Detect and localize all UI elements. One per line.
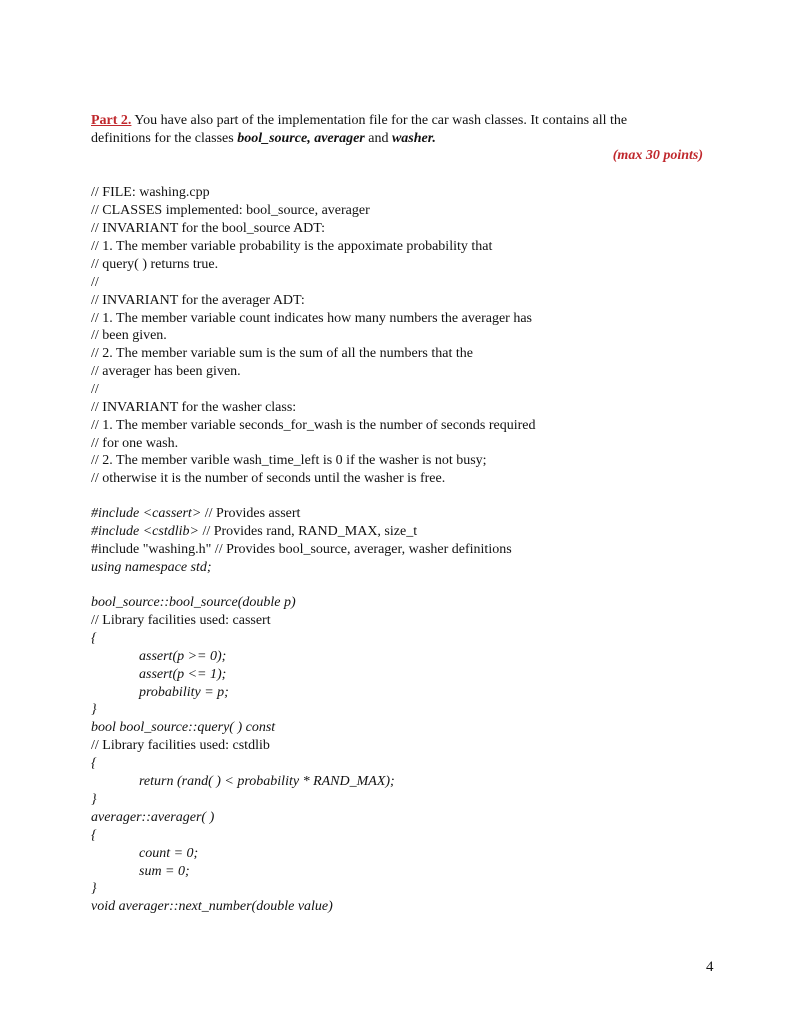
return-line: return (rand( ) < probability * RAND_MAX); bbox=[139, 774, 395, 789]
probability-assign: probability = p; bbox=[139, 685, 229, 700]
close-brace: } bbox=[91, 881, 97, 896]
ctor-comment: // Library facilities used: cassert bbox=[91, 613, 271, 628]
comment-line: // bbox=[91, 382, 99, 397]
sum-assign: sum = 0; bbox=[139, 864, 190, 879]
comment-line: // 1. The member variable seconds_for_wash is the number of seconds required bbox=[91, 418, 536, 433]
comment-line: // INVARIANT for the washer class: bbox=[91, 400, 297, 415]
count-assign: count = 0; bbox=[139, 846, 199, 861]
part-label: Part 2. bbox=[91, 113, 132, 128]
comment-line: // query( ) returns true. bbox=[91, 257, 219, 272]
intro-text-b: definitions for the classes bbox=[91, 131, 238, 146]
averager-signature: averager::averager( ) bbox=[91, 810, 215, 825]
intro-and: and bbox=[364, 131, 392, 146]
comment-line: // FILE: washing.cpp bbox=[91, 185, 210, 200]
using-namespace: using namespace std; bbox=[91, 560, 212, 575]
comment-line: // otherwise it is the number of seconds until the washer is free. bbox=[91, 471, 446, 486]
comment-line: // been given. bbox=[91, 328, 167, 343]
intro-washer: washer. bbox=[391, 131, 436, 146]
comment-line: // 2. The member varible wash_time_left is 0 if the washer is not busy; bbox=[91, 453, 487, 468]
include-code: #include <cassert> bbox=[91, 506, 202, 521]
comment-line: // CLASSES implemented: bool_source, averager bbox=[91, 203, 370, 218]
comment-line: // for one wash. bbox=[91, 436, 179, 451]
include-comment: // Provides rand, RAND_MAX, size_t bbox=[198, 524, 418, 539]
max-points: (max 30 points) bbox=[612, 148, 703, 163]
close-brace: } bbox=[91, 792, 97, 807]
assert-line: assert(p <= 1); bbox=[139, 667, 227, 682]
next-number-signature: void averager::next_number(double value) bbox=[91, 899, 333, 914]
comment-line: // INVARIANT for the bool_source ADT: bbox=[91, 221, 326, 236]
comment-line: // 2. The member variable sum is the sum of all the numbers that the bbox=[91, 346, 473, 361]
open-brace: { bbox=[91, 756, 97, 771]
comment-line: // 1. The member variable probability is the appoximate probability that bbox=[91, 239, 493, 254]
comment-line: // bbox=[91, 275, 99, 290]
intro-text-a: You have also part of the implementation file for the car wash classes. It contains all the bbox=[131, 113, 628, 128]
intro-line-1 bbox=[91, 112, 627, 130]
query-signature: bool bool_source::query( ) const bbox=[91, 720, 276, 735]
assert-line: assert(p >= 0); bbox=[139, 649, 227, 664]
ctor-signature: bool_source::bool_source(double p) bbox=[91, 595, 296, 610]
include-cstdlib bbox=[91, 523, 417, 541]
include-code: #include <cstdlib> bbox=[91, 524, 199, 539]
comment-line: // INVARIANT for the averager ADT: bbox=[91, 293, 305, 308]
query-comment: // Library facilities used: cstdlib bbox=[91, 738, 270, 753]
page-number: 4 bbox=[706, 959, 714, 975]
open-brace: { bbox=[91, 631, 97, 646]
include-cassert bbox=[91, 505, 300, 523]
close-brace: } bbox=[91, 702, 97, 717]
open-brace: { bbox=[91, 828, 97, 843]
comment-line: // averager has been given. bbox=[91, 364, 241, 379]
include-washing: #include "washing.h" // Provides bool_source, averager, washer definitions bbox=[91, 542, 512, 557]
intro-classes: bool_source, averager bbox=[237, 131, 365, 146]
include-comment: // Provides assert bbox=[201, 506, 301, 521]
comment-line: // 1. The member variable count indicates how many numbers the averager has bbox=[91, 311, 532, 326]
intro-line-2 bbox=[91, 130, 436, 148]
